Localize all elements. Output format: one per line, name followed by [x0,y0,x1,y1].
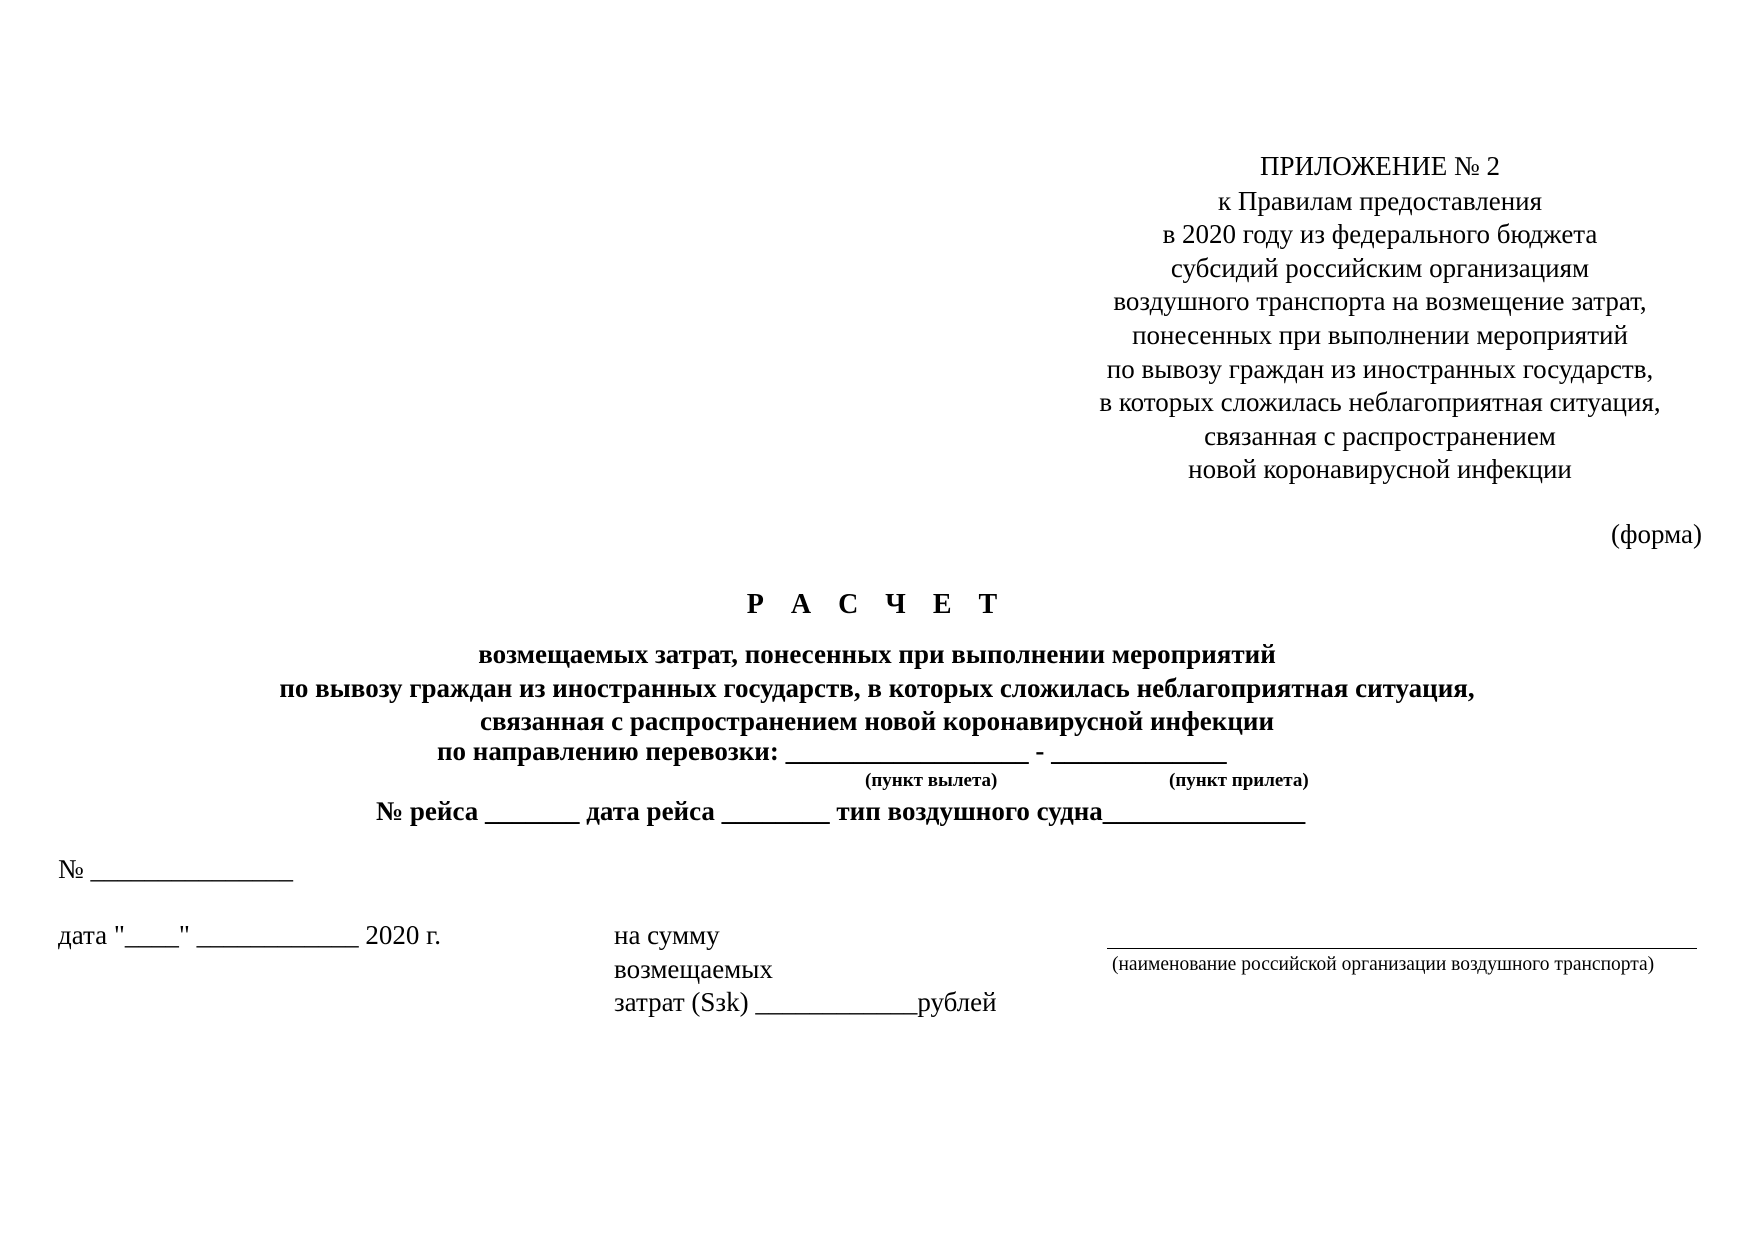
document-title: Р А С Ч Е Т [746,589,1008,620]
appendix-line: воздушного транспорта на возмещение затрат, [1113,286,1647,317]
sum-line: на сумму [614,920,720,950]
sum-field [614,919,1094,1020]
flight-line: № рейса _______ дата рейса ________ тип воздушного судна_______________ [376,796,1306,826]
subtitle-line: по вывозу граждан из иностранных государств, в которых сложилась неблагоприятная ситуация, [279,672,1475,703]
appendix-line: субсидий российским организациям [1170,252,1590,283]
appendix-line: в которых сложилась неблагоприятная ситуация, [1099,387,1661,418]
sum-line: возмещаемых [614,953,773,984]
appendix-line: по вывозу граждан из иностранных государств, [1106,353,1654,384]
sum-line: затрат (Sзk) ____________рублей [614,987,997,1017]
appendix-line: новой коронавирусной инфекции [1188,454,1572,485]
subtitle-line: связанная с распространением новой коронавирусной инфекции [480,706,1274,736]
departure-hint: (пункт вылета) [865,770,998,791]
appendix-title: ПРИЛОЖЕНИЕ № 2 [1259,151,1501,181]
organization-hint: (наименование российской организации воздушного транспорта) [1112,954,1655,975]
date-field: дата "____" ____________ 2020 г. [58,920,441,950]
title-block [0,588,1754,739]
number-field: № _______________ [58,854,294,884]
appendix-line: связанная с распространением [1204,420,1556,451]
appendix-line: к Правилам предоставления [1217,185,1543,216]
organization-signature-line [1107,924,1697,949]
subtitle-line: возмещаемых затрат, понесенных при выполнении мероприятий [478,639,1276,669]
route-line: по направлению перевозки: __________________ - _____________ [437,736,1227,766]
appendix-line: в 2020 году из федерального бюджета [1162,219,1598,250]
appendix-block [1050,150,1710,487]
appendix-line: понесенных при выполнении мероприятий [1132,319,1628,350]
arrival-hint: (пункт прилета) [1169,770,1309,791]
form-mark: (форма) [1611,519,1702,549]
